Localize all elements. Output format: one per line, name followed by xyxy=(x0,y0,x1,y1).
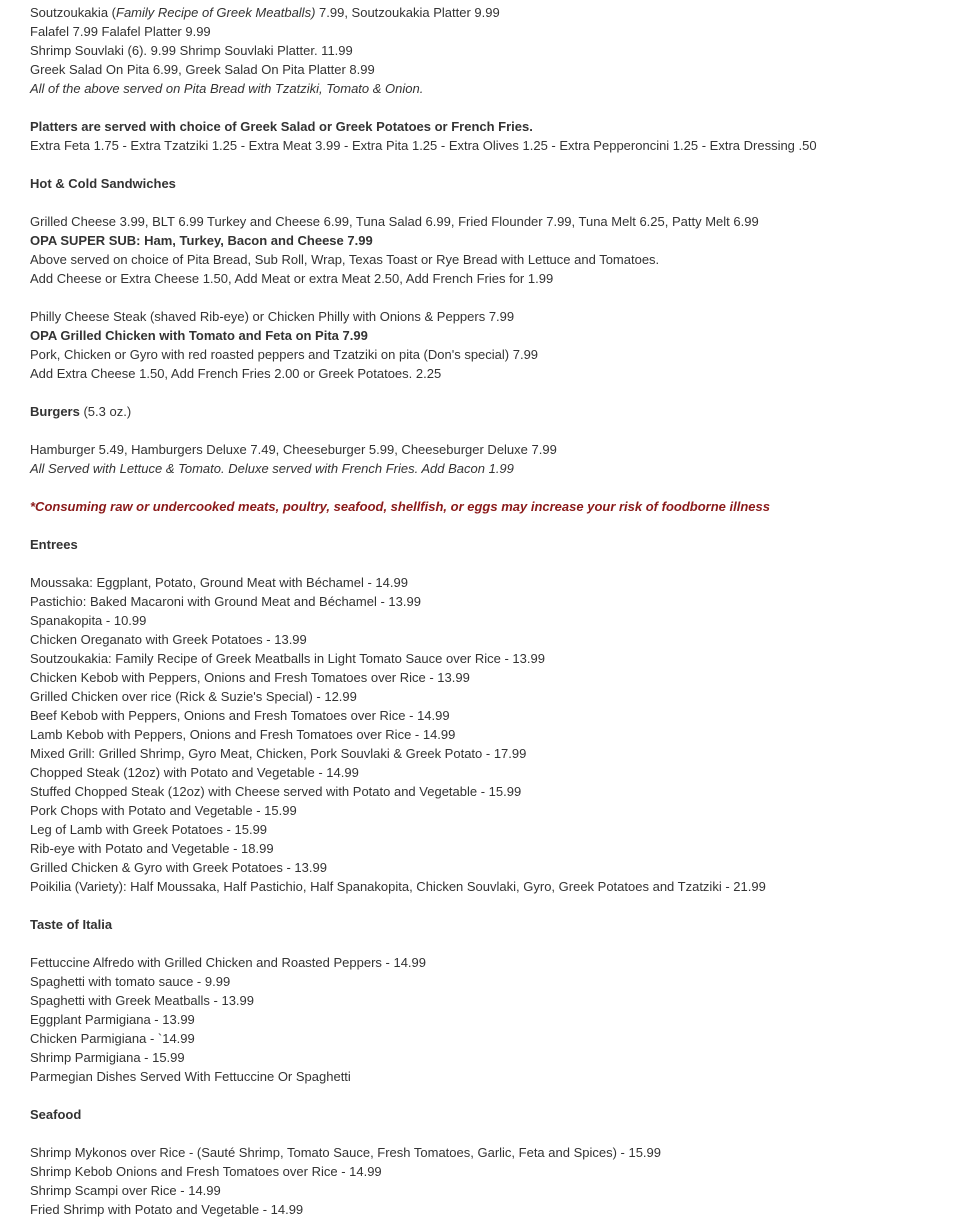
list-item: Chicken Kebob with Peppers, Onions and Fresh Tomatoes over Rice - 13.99 xyxy=(30,670,470,685)
item-description: Family Recipe of Greek Meatballs) xyxy=(116,5,316,20)
menu-item-shrimp-souvlaki: Shrimp Souvlaki (6). 9.99 Shrimp Souvlaki Platter. 11.99 xyxy=(30,43,353,58)
burger-note: All Served with Lettuce & Tomato. Deluxe served with French Fries. Add Bacon 1.99 xyxy=(30,461,514,476)
burger-list: Hamburger 5.49, Hamburgers Deluxe 7.49, Cheeseburger 5.99, Cheeseburger Deluxe 7.99 xyxy=(30,442,557,457)
menu-item-falafel: Falafel 7.99 Falafel Platter 9.99 xyxy=(30,24,211,39)
list-item: Rib-eye with Potato and Vegetable - 18.99 xyxy=(30,841,274,856)
super-sub: OPA SUPER SUB: Ham, Turkey, Bacon and Cheese 7.99 xyxy=(30,233,373,248)
spacer xyxy=(30,288,950,307)
list-item: Leg of Lamb with Greek Potatoes - 15.99 xyxy=(30,822,268,837)
dons-special: Pork, Chicken or Gyro with red roasted peppers and Tzatziki on pita (Don's special) 7.99 xyxy=(30,347,539,362)
entrees-list xyxy=(30,573,950,896)
sandwich-served-on: Above served on choice of Pita Bread, Sub Roll, Wrap, Texas Toast or Rye Bread with Lettuce and Tomatoes. xyxy=(30,252,660,267)
extras-list: Extra Feta 1.75 - Extra Tzatziki 1.25 - Extra Meat 3.99 - Extra Pita 1.25 - Extra Olives 1.25 - Extra Pepperoncini 1.25 - Extra Dressing .50 xyxy=(30,138,817,153)
spacer xyxy=(30,554,950,573)
spacer xyxy=(30,934,950,953)
section-heading-burgers xyxy=(30,402,950,421)
burgers-title: Burgers xyxy=(30,404,80,419)
menu-document xyxy=(30,3,950,1219)
sandwich-add-ons: Add Cheese or Extra Cheese 1.50, Add Meat or extra Meat 2.50, Add French Fries for 1.99 xyxy=(30,271,554,286)
list-item: Stuffed Chopped Steak (12oz) with Cheese served with Potato and Vegetable - 15.99 xyxy=(30,784,522,799)
menu-item-soutzoukakia xyxy=(30,3,950,22)
list-item: Spanakopita - 10.99 xyxy=(30,613,147,628)
list-item: Beef Kebob with Peppers, Onions and Fresh Tomatoes over Rice - 14.99 xyxy=(30,708,450,723)
spacer xyxy=(30,98,950,117)
spacer xyxy=(30,383,950,402)
list-item: Spaghetti with tomato sauce - 9.99 xyxy=(30,974,231,989)
burgers-size: (5.3 oz.) xyxy=(79,404,132,419)
list-item: Soutzoukakia: Family Recipe of Greek Meatballs in Light Tomato Sauce over Rice - 13.99 xyxy=(30,651,545,666)
list-item: Shrimp Mykonos over Rice - (Sauté Shrimp, Tomato Sauce, Fresh Tomatoes, Garlic, Feta and Spices) - 15.99 xyxy=(30,1145,662,1160)
section-heading-seafood: Seafood xyxy=(30,1107,82,1122)
philly-cheese-steak: Philly Cheese Steak (shaved Rib-eye) or Chicken Philly with Onions & Peppers 7.99 xyxy=(30,309,515,324)
list-item: Mixed Grill: Grilled Shrimp, Gyro Meat, Chicken, Pork Souvlaki & Greek Potato - 17.99 xyxy=(30,746,527,761)
list-item: Moussaka: Eggplant, Potato, Ground Meat with Béchamel - 14.99 xyxy=(30,575,408,590)
opa-grilled-chicken: OPA Grilled Chicken with Tomato and Feta on Pita 7.99 xyxy=(30,328,368,343)
section-heading-entrees: Entrees xyxy=(30,537,78,552)
list-item: Parmegian Dishes Served With Fettuccine Or Spaghetti xyxy=(30,1069,351,1084)
list-item: Chicken Oreganato with Greek Potatoes - 13.99 xyxy=(30,632,307,647)
spacer xyxy=(30,1124,950,1143)
spacer xyxy=(30,421,950,440)
seafood-list xyxy=(30,1143,950,1219)
sandwich-add-extra: Add Extra Cheese 1.50, Add French Fries 2.00 or Greek Potatoes. 2.25 xyxy=(30,366,442,381)
list-item: Pastichio: Baked Macaroni with Ground Meat and Béchamel - 13.99 xyxy=(30,594,421,609)
served-note: All of the above served on Pita Bread with Tzatziki, Tomato & Onion. xyxy=(30,81,424,96)
list-item: Eggplant Parmigiana - 13.99 xyxy=(30,1012,195,1027)
list-item: Shrimp Kebob Onions and Fresh Tomatoes over Rice - 14.99 xyxy=(30,1164,382,1179)
list-item: Shrimp Scampi over Rice - 14.99 xyxy=(30,1183,221,1198)
platters-note: Platters are served with choice of Greek Salad or Greek Potatoes or French Fries. xyxy=(30,119,533,134)
item-price: 7.99, Soutzoukakia Platter 9.99 xyxy=(315,5,500,20)
list-item: Grilled Chicken & Gyro with Greek Potatoes - 13.99 xyxy=(30,860,327,875)
item-text: Soutzoukakia ( xyxy=(30,5,116,20)
section-heading-italia: Taste of Italia xyxy=(30,917,113,932)
spacer xyxy=(30,478,950,497)
section-heading-sandwiches: Hot & Cold Sandwiches xyxy=(30,176,176,191)
list-item: Shrimp Parmigiana - 15.99 xyxy=(30,1050,185,1065)
foodborne-illness-warning: *Consuming raw or undercooked meats, poultry, seafood, shellfish, or eggs may increase your risk of foodborne illness xyxy=(30,499,770,514)
spacer xyxy=(30,193,950,212)
spacer xyxy=(30,1086,950,1105)
list-item: Spaghetti with Greek Meatballs - 13.99 xyxy=(30,993,255,1008)
menu-item-greek-salad: Greek Salad On Pita 6.99, Greek Salad On Pita Platter 8.99 xyxy=(30,62,375,77)
sandwich-list: Grilled Cheese 3.99, BLT 6.99 Turkey and Cheese 6.99, Tuna Salad 6.99, Fried Flounder 7.99, Tuna Melt 6.25, Patty Melt 6.99 xyxy=(30,214,759,229)
list-item: Chopped Steak (12oz) with Potato and Vegetable - 14.99 xyxy=(30,765,359,780)
list-item: Grilled Chicken over rice (Rick & Suzie's Special) - 12.99 xyxy=(30,689,357,704)
list-item: Pork Chops with Potato and Vegetable - 15.99 xyxy=(30,803,297,818)
list-item: Chicken Parmigiana - `14.99 xyxy=(30,1031,195,1046)
italia-list xyxy=(30,953,950,1086)
spacer xyxy=(30,896,950,915)
spacer xyxy=(30,155,950,174)
spacer xyxy=(30,516,950,535)
list-item: Poikilia (Variety): Half Moussaka, Half Pastichio, Half Spanakopita, Chicken Souvlaki, Gyro, Greek Potatoes and Tzatziki - 21.99 xyxy=(30,879,766,894)
list-item: Fettuccine Alfredo with Grilled Chicken and Roasted Peppers - 14.99 xyxy=(30,955,426,970)
list-item: Lamb Kebob with Peppers, Onions and Fresh Tomatoes over Rice - 14.99 xyxy=(30,727,456,742)
list-item: Fried Shrimp with Potato and Vegetable - 14.99 xyxy=(30,1202,304,1217)
